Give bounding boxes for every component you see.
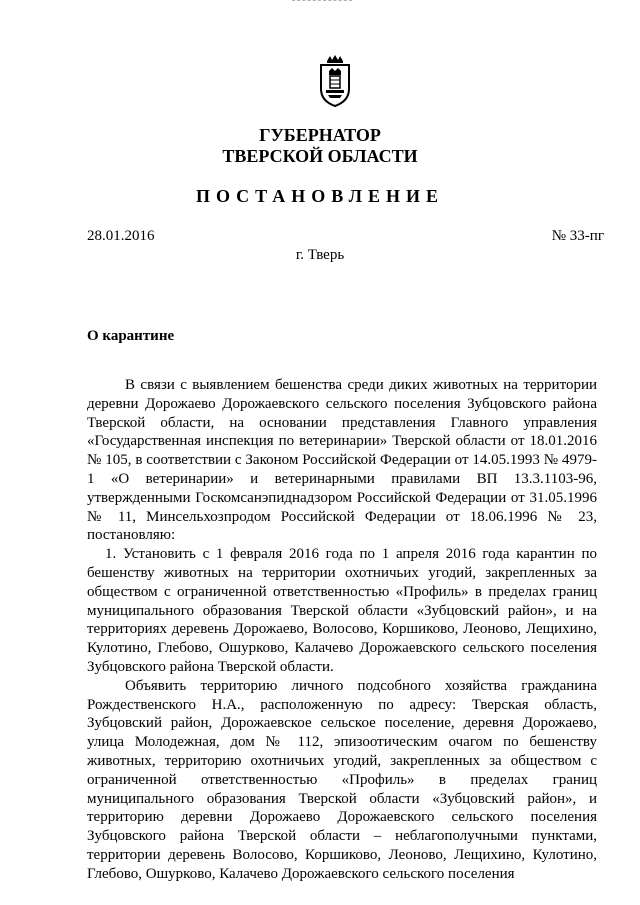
tver-coat-of-arms-icon <box>316 55 354 107</box>
governor-title-line1: ГУБЕРНАТОР <box>259 125 381 145</box>
body-paragraph: Объявить территорию личного подсобного хозяйства гражданина Рождественского Н.А., расположенную по адресу: Тверская область, Зубцовский район, Дорожаевское сельское поселение, деревня Дорожаево, улица Молодежная, дом № 112, эпизоотическим очагом по бешенству животных, территорию охотничьих угодий, закрепленных за обществом с ограниченной ответственностью «Профиль» в пределах границ муниципального образования Тверской области «Зубцовский район», и территорию деревни Дорожаево Дорожаевского сельского поселения Зубцовского района Тверской области – неблагополучными пунктами, территории деревень Волосово, Коршиково, Леоново, Лещихино, Кулотино, Глебово, Ошурково, Калачево Дорожаевского сельского поселения <box>87 677 597 882</box>
document-number: № 33-пг <box>551 228 604 244</box>
document-date: 28.01.2016 <box>87 228 155 244</box>
governor-title <box>0 125 640 167</box>
scan-artifact-line <box>292 0 352 3</box>
document-type: ПОСТАНОВЛЕНИЕ <box>195 186 445 206</box>
document-subject: О карантине <box>87 328 175 344</box>
document-body <box>87 376 597 884</box>
body-paragraph: В связи с выявлением бешенства среди диких животных на территории деревни Дорожаево Дорожаевского сельского поселения Зубцовского района Тверской области, на основании представления Главного управления «Государственная инспекция по ветеринарии» Тверской области от 18.01.2016 № 105, в соответствии с Законом Российской Федерации от 14.05.1993 № 4979-1 «О ветеринарии» и ветеринарными правилами ВП 13.3.1103-96, утвержденными Госкомсанэпиднадзором Российской Федерации от 31.05.1996 № 11, Минсельхозпродом Российской Федерации от 18.06.1996 № 23, постановляю: <box>87 377 597 544</box>
governor-title-line2: ТВЕРСКОЙ ОБЛАСТИ <box>222 146 418 166</box>
body-paragraph: 1. Установить с 1 февраля 2016 года по 1 апреля 2016 года карантин по бешенству животных на территории охотничьих угодий, закрепленных за обществом с ограниченной ответственностью «Профиль» в пределах границ муниципального образования Тверской области «Зубцовский район», и на территориях деревень Дорожаево, Волосово, Коршиково, Леоново, Лещихино, Кулотино, Глебово, Ошурково, Калачево Дорожаевского сельского поселения Зубцовского района Тверской области. <box>87 546 597 675</box>
document-city: г. Тверь <box>295 247 345 263</box>
